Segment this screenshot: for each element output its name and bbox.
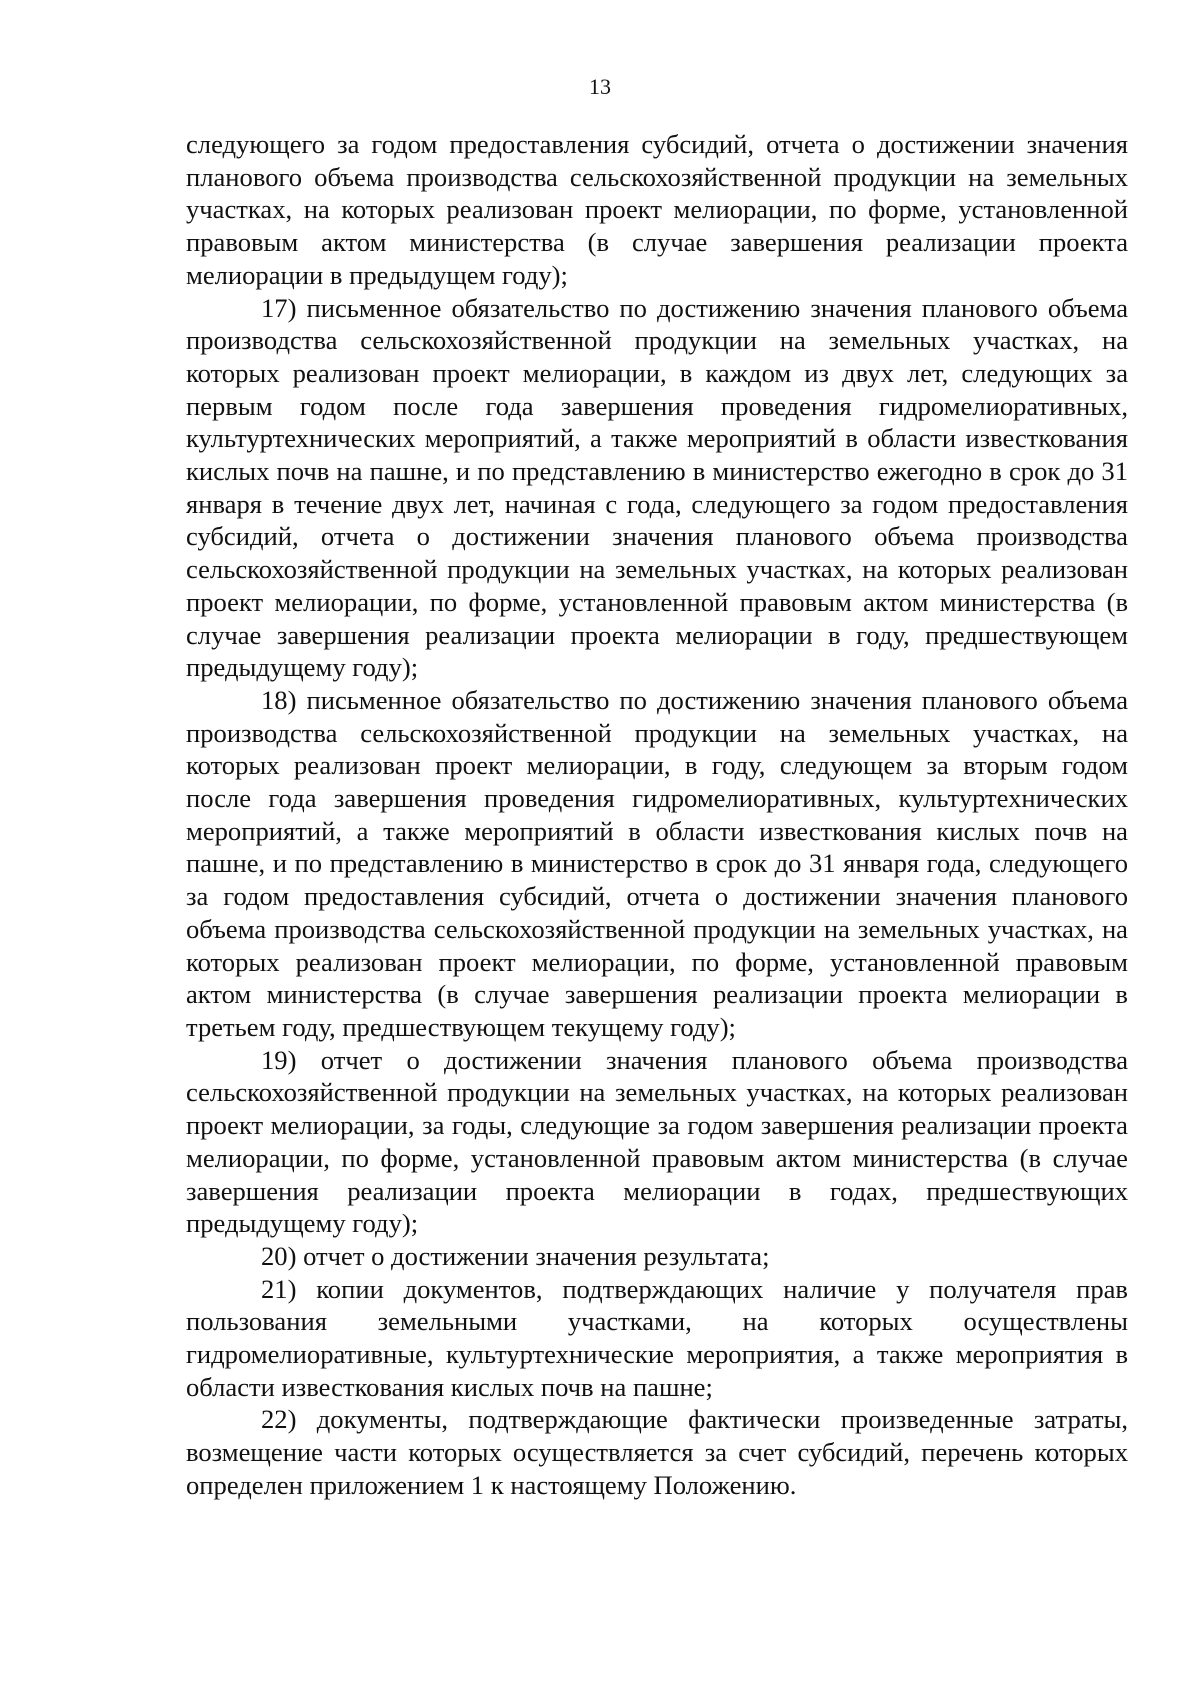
paragraph-item-18: 18) письменное обязательство по достижению значения планового объема производства сельскохозяйственной продукции на земельных участках, на которых реализован проект мелиорации, в году, следующем за вторым годом после года завершения проведения гидромелиоративных, культуртехнических мероприятий, а также мероприятий в области известкования кислых почв на пашне, и по представлению в министерство в срок до 31 января года, следующего за годом предоставления субсидий, отчета о достижении значения планового объема производства сельскохозяйственной продукции на земельных участках, на которых реализован проект мелиорации, по форме, установленной правовым актом министерства (в случае завершения реализации проекта мелиорации в третьем году, предшествующем текущему году); [186, 684, 1128, 1042]
paragraph-item-22: 22) документы, подтверждающие фактически произведенные затраты, возмещение части которых осуществляется за счет субсидий, перечень которых определен приложением 1 к настоящему Положению. [186, 1404, 1128, 1500]
paragraph-item-19: 19) отчет о достижении значения планового объема производства сельскохозяйственной продукции на земельных участках, на которых реализован проект мелиорации, за годы, следующие за годом завершения реализации проекта мелиорации, по форме, установленной правовым актом министерства (в случае завершения реализации проекта мелиорации в годах, предшествующих предыдущему году); [186, 1044, 1128, 1239]
paragraph-item-20: 20) отчет о достижении значения результата; [261, 1240, 770, 1271]
page-number: 13 [589, 74, 611, 99]
paragraph-item-17: 17) письменное обязательство по достижению значения планового объема производства сельскохозяйственной продукции на земельных участках, на которых реализован проект мелиорации, в каждом из двух лет, следующих за первым годом после года завершения проведения гидромелиоративных, культуртехнических мероприятий, а также мероприятий в области известкования кислых почв на пашне, и по представлению в министерство ежегодно в срок до 31 января в течение двух лет, начиная с года, следующего за годом предоставления субсидий, отчета о достижении значения планового объема производства сельскохозяйственной продукции на земельных участках, на которых реализован проект мелиорации, по форме, установленной правовым актом министерства (в случае завершения реализации проекта мелиорации в году, предшествующем предыдущему году); [186, 292, 1128, 683]
paragraph-continuation: следующего за годом предоставления субсидий, отчета о достижении значения планового объема производства сельскохозяйственной продукции на земельных участках, на которых реализован проект мелиорации, по форме, установленной правовым актом министерства (в случае завершения реализации проекта мелиорации в предыдущем году); [186, 129, 1128, 290]
paragraph-item-21: 21) копии документов, подтверждающих наличие у получателя прав пользования земельными участками, на которых осуществлены гидромелиоративные, культуртехнические мероприятия, а также мероприятия в области известкования кислых почв на пашне; [186, 1273, 1128, 1402]
document-body [186, 128, 1128, 1502]
